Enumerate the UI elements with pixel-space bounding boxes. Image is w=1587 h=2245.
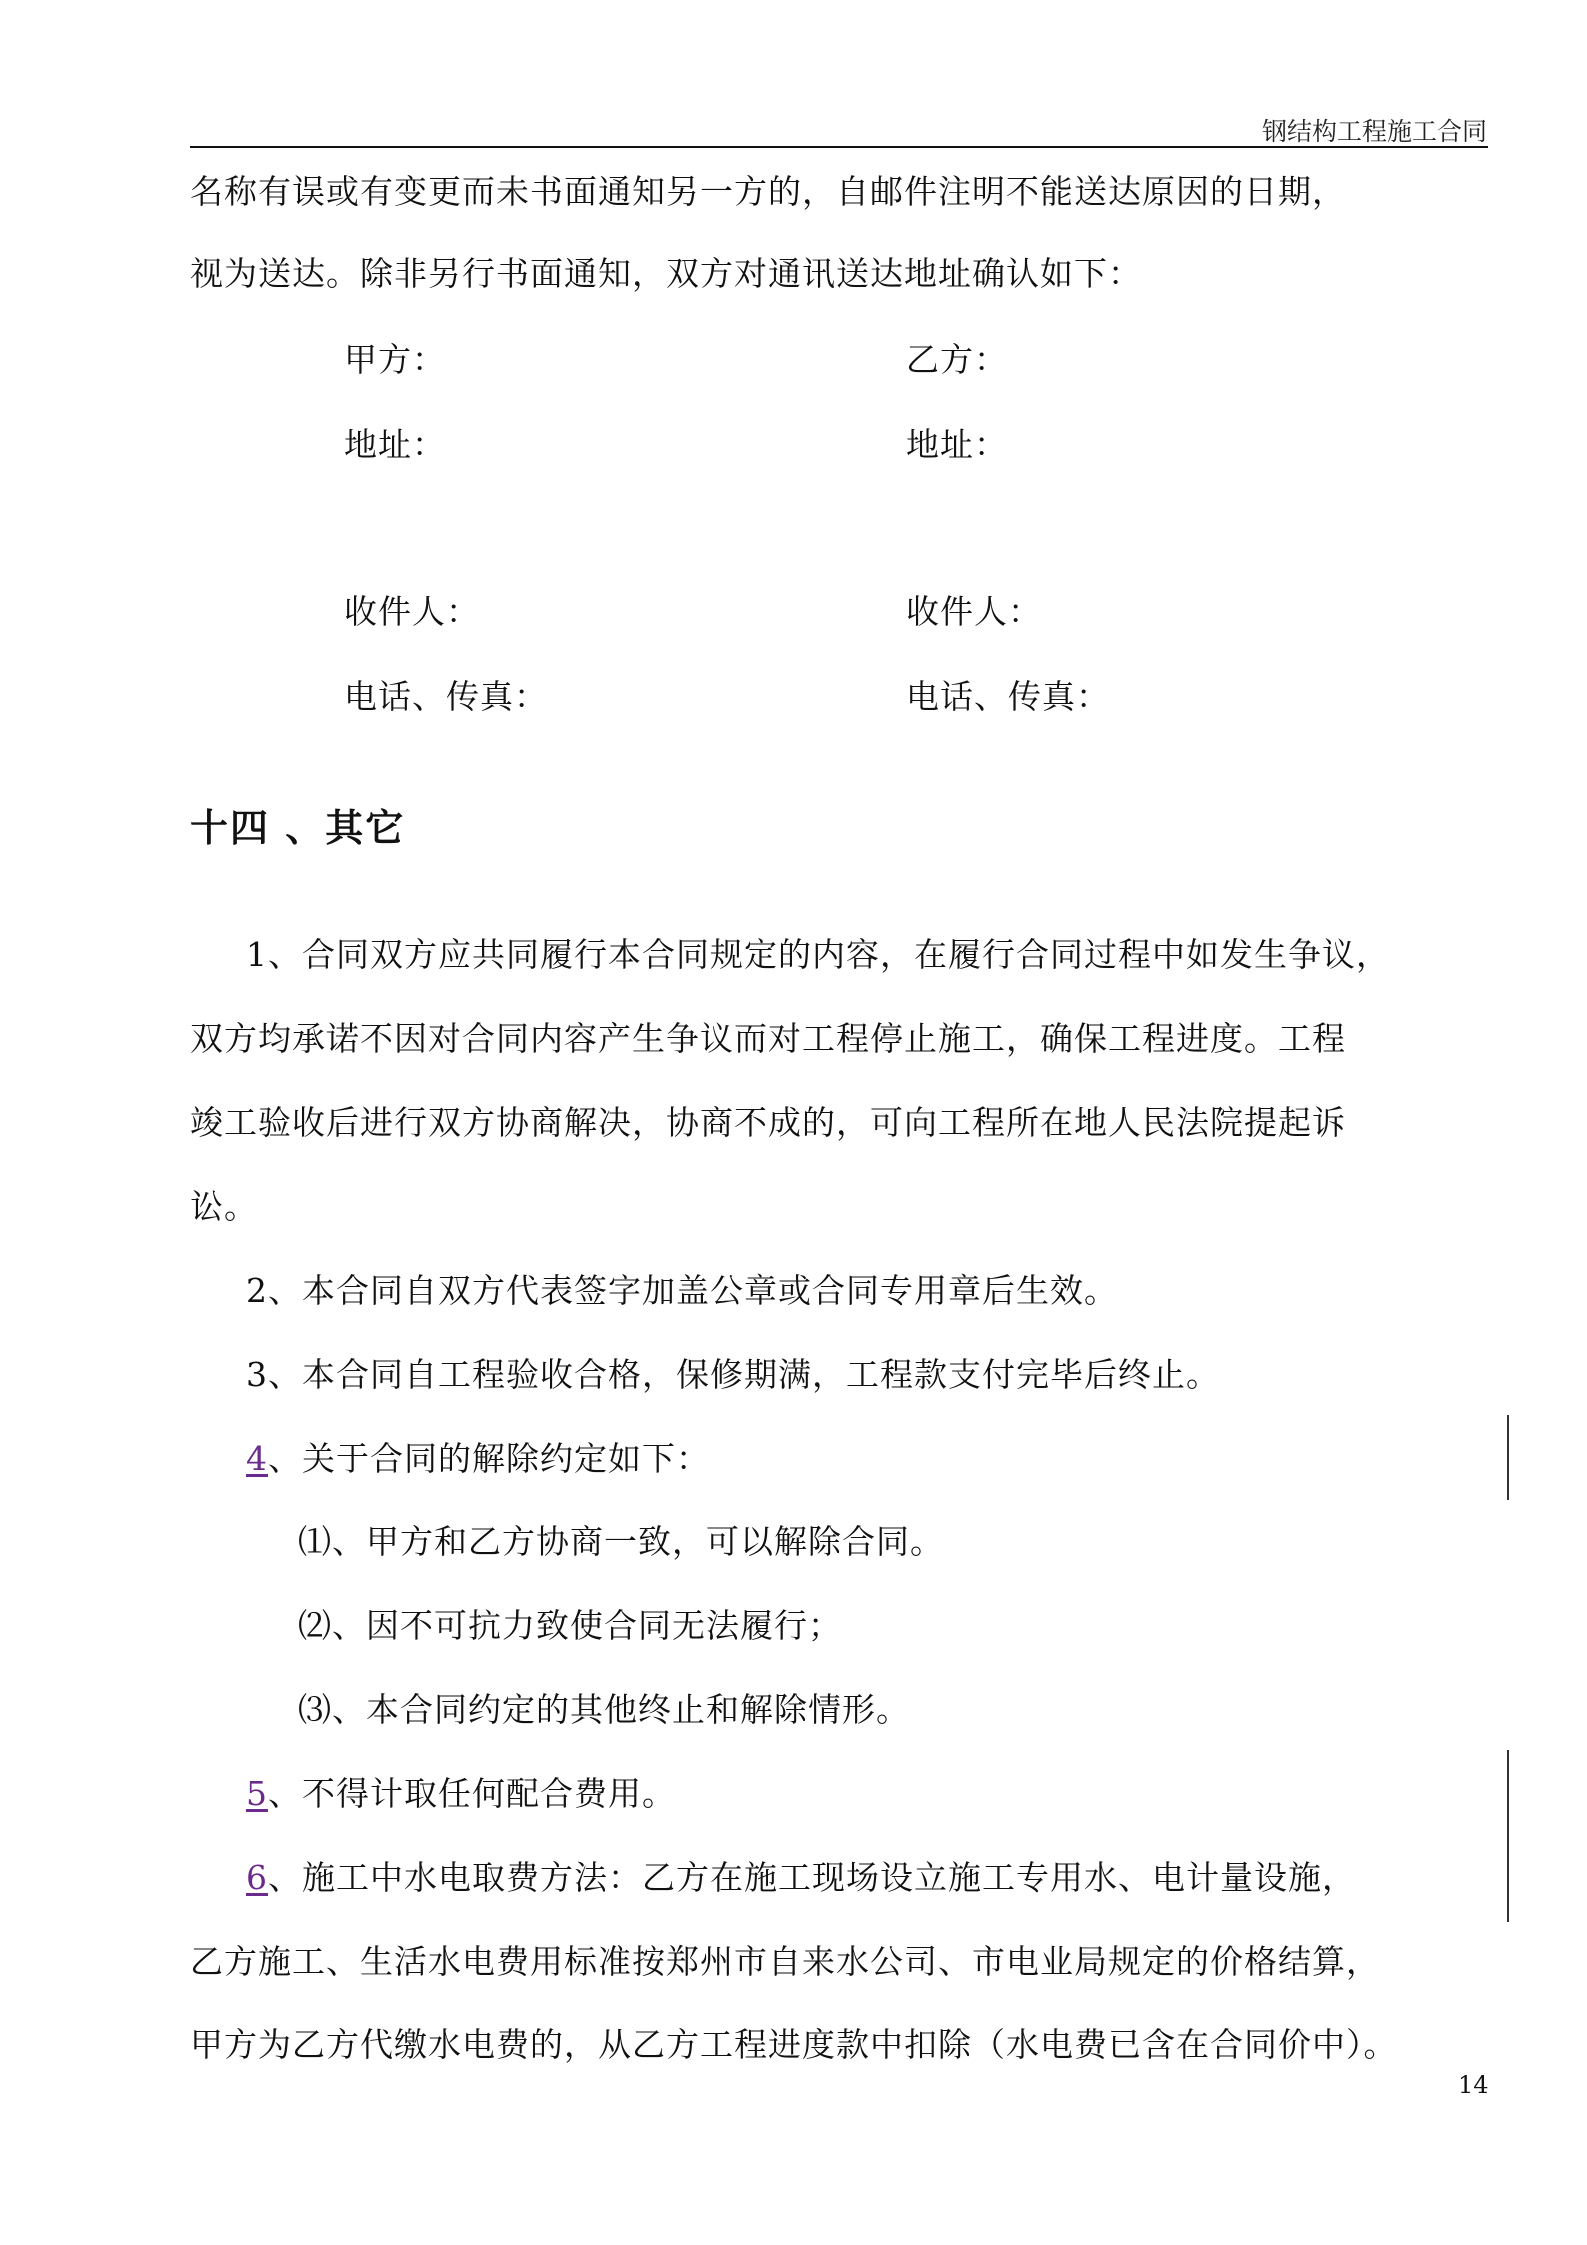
item1-line-3: 竣工验收后进行双方协商解决，协商不成的，可向工程所在地人民法院提起诉 (190, 1103, 1346, 1142)
revision-bar-1 (1507, 1415, 1509, 1500)
item6-number-link[interactable]: 6 (246, 1858, 268, 1897)
item4-sub-1: ⑴、甲方和乙方协商一致，可以解除合同。 (298, 1522, 944, 1561)
item1-line-4: 讼。 (190, 1187, 258, 1226)
party-a-label: 甲方： (344, 340, 446, 379)
party-b-recipient-label: 收件人： (906, 592, 1042, 631)
carryover-line-2: 视为送达。除非另行书面通知，双方对通讯送达地址确认如下： (190, 254, 1142, 293)
item6-line-3: 甲方为乙方代缴水电费的，从乙方工程进度款中扣除（水电费已含在合同价中）。 (190, 2025, 1398, 2064)
item1-line-1: 1、合同双方应共同履行本合同规定的内容，在履行合同过程中如发生争议， (246, 935, 1390, 974)
header-rule (190, 146, 1488, 148)
section-heading: 十四 、其它 (190, 805, 406, 850)
item5-text: 、不得计取任何配合费用。 (268, 1774, 676, 1813)
party-a-address-label: 地址： (344, 425, 446, 464)
item2: 2、本合同自双方代表签字加盖公章或合同专用章后生效。 (246, 1271, 1118, 1310)
item4-sub-2: ⑵、因不可抗力致使合同无法履行； (298, 1606, 842, 1645)
item6-line-2: 乙方施工、生活水电费用标准按郑州市自来水公司、市电业局规定的价格结算， (190, 1942, 1380, 1981)
item4-number-link[interactable]: 4 (246, 1439, 268, 1478)
party-b-address-label: 地址： (906, 425, 1008, 464)
item1-line-2: 双方均承诺不因对合同内容产生争议而对工程停止施工，确保工程进度。工程 (190, 1019, 1346, 1058)
item4 (246, 1439, 710, 1479)
item4-sub-3: ⑶、本合同约定的其他终止和解除情形。 (298, 1690, 910, 1729)
revision-bar-2 (1507, 1750, 1509, 1922)
item5 (246, 1774, 676, 1814)
item6-line-1 (246, 1858, 1356, 1898)
item6-text: 、施工中水电取费方法：乙方在施工现场设立施工专用水、电计量设施， (268, 1858, 1356, 1897)
page-number: 14 (1458, 2071, 1489, 2099)
party-a-recipient-label: 收件人： (344, 592, 480, 631)
party-b-label: 乙方： (906, 340, 1008, 379)
item4-text: 、关于合同的解除约定如下： (268, 1439, 710, 1478)
item5-number-link[interactable]: 5 (246, 1774, 268, 1813)
party-b-phone-label: 电话、传真： (906, 677, 1110, 716)
running-header-title: 钢结构工程施工合同 (1261, 117, 1487, 146)
party-a-phone-label: 电话、传真： (344, 677, 548, 716)
item3: 3、本合同自工程验收合格，保修期满，工程款支付完毕后终止。 (246, 1355, 1220, 1394)
carryover-line-1: 名称有误或有变更而未书面通知另一方的，自邮件注明不能送达原因的日期， (190, 172, 1346, 211)
